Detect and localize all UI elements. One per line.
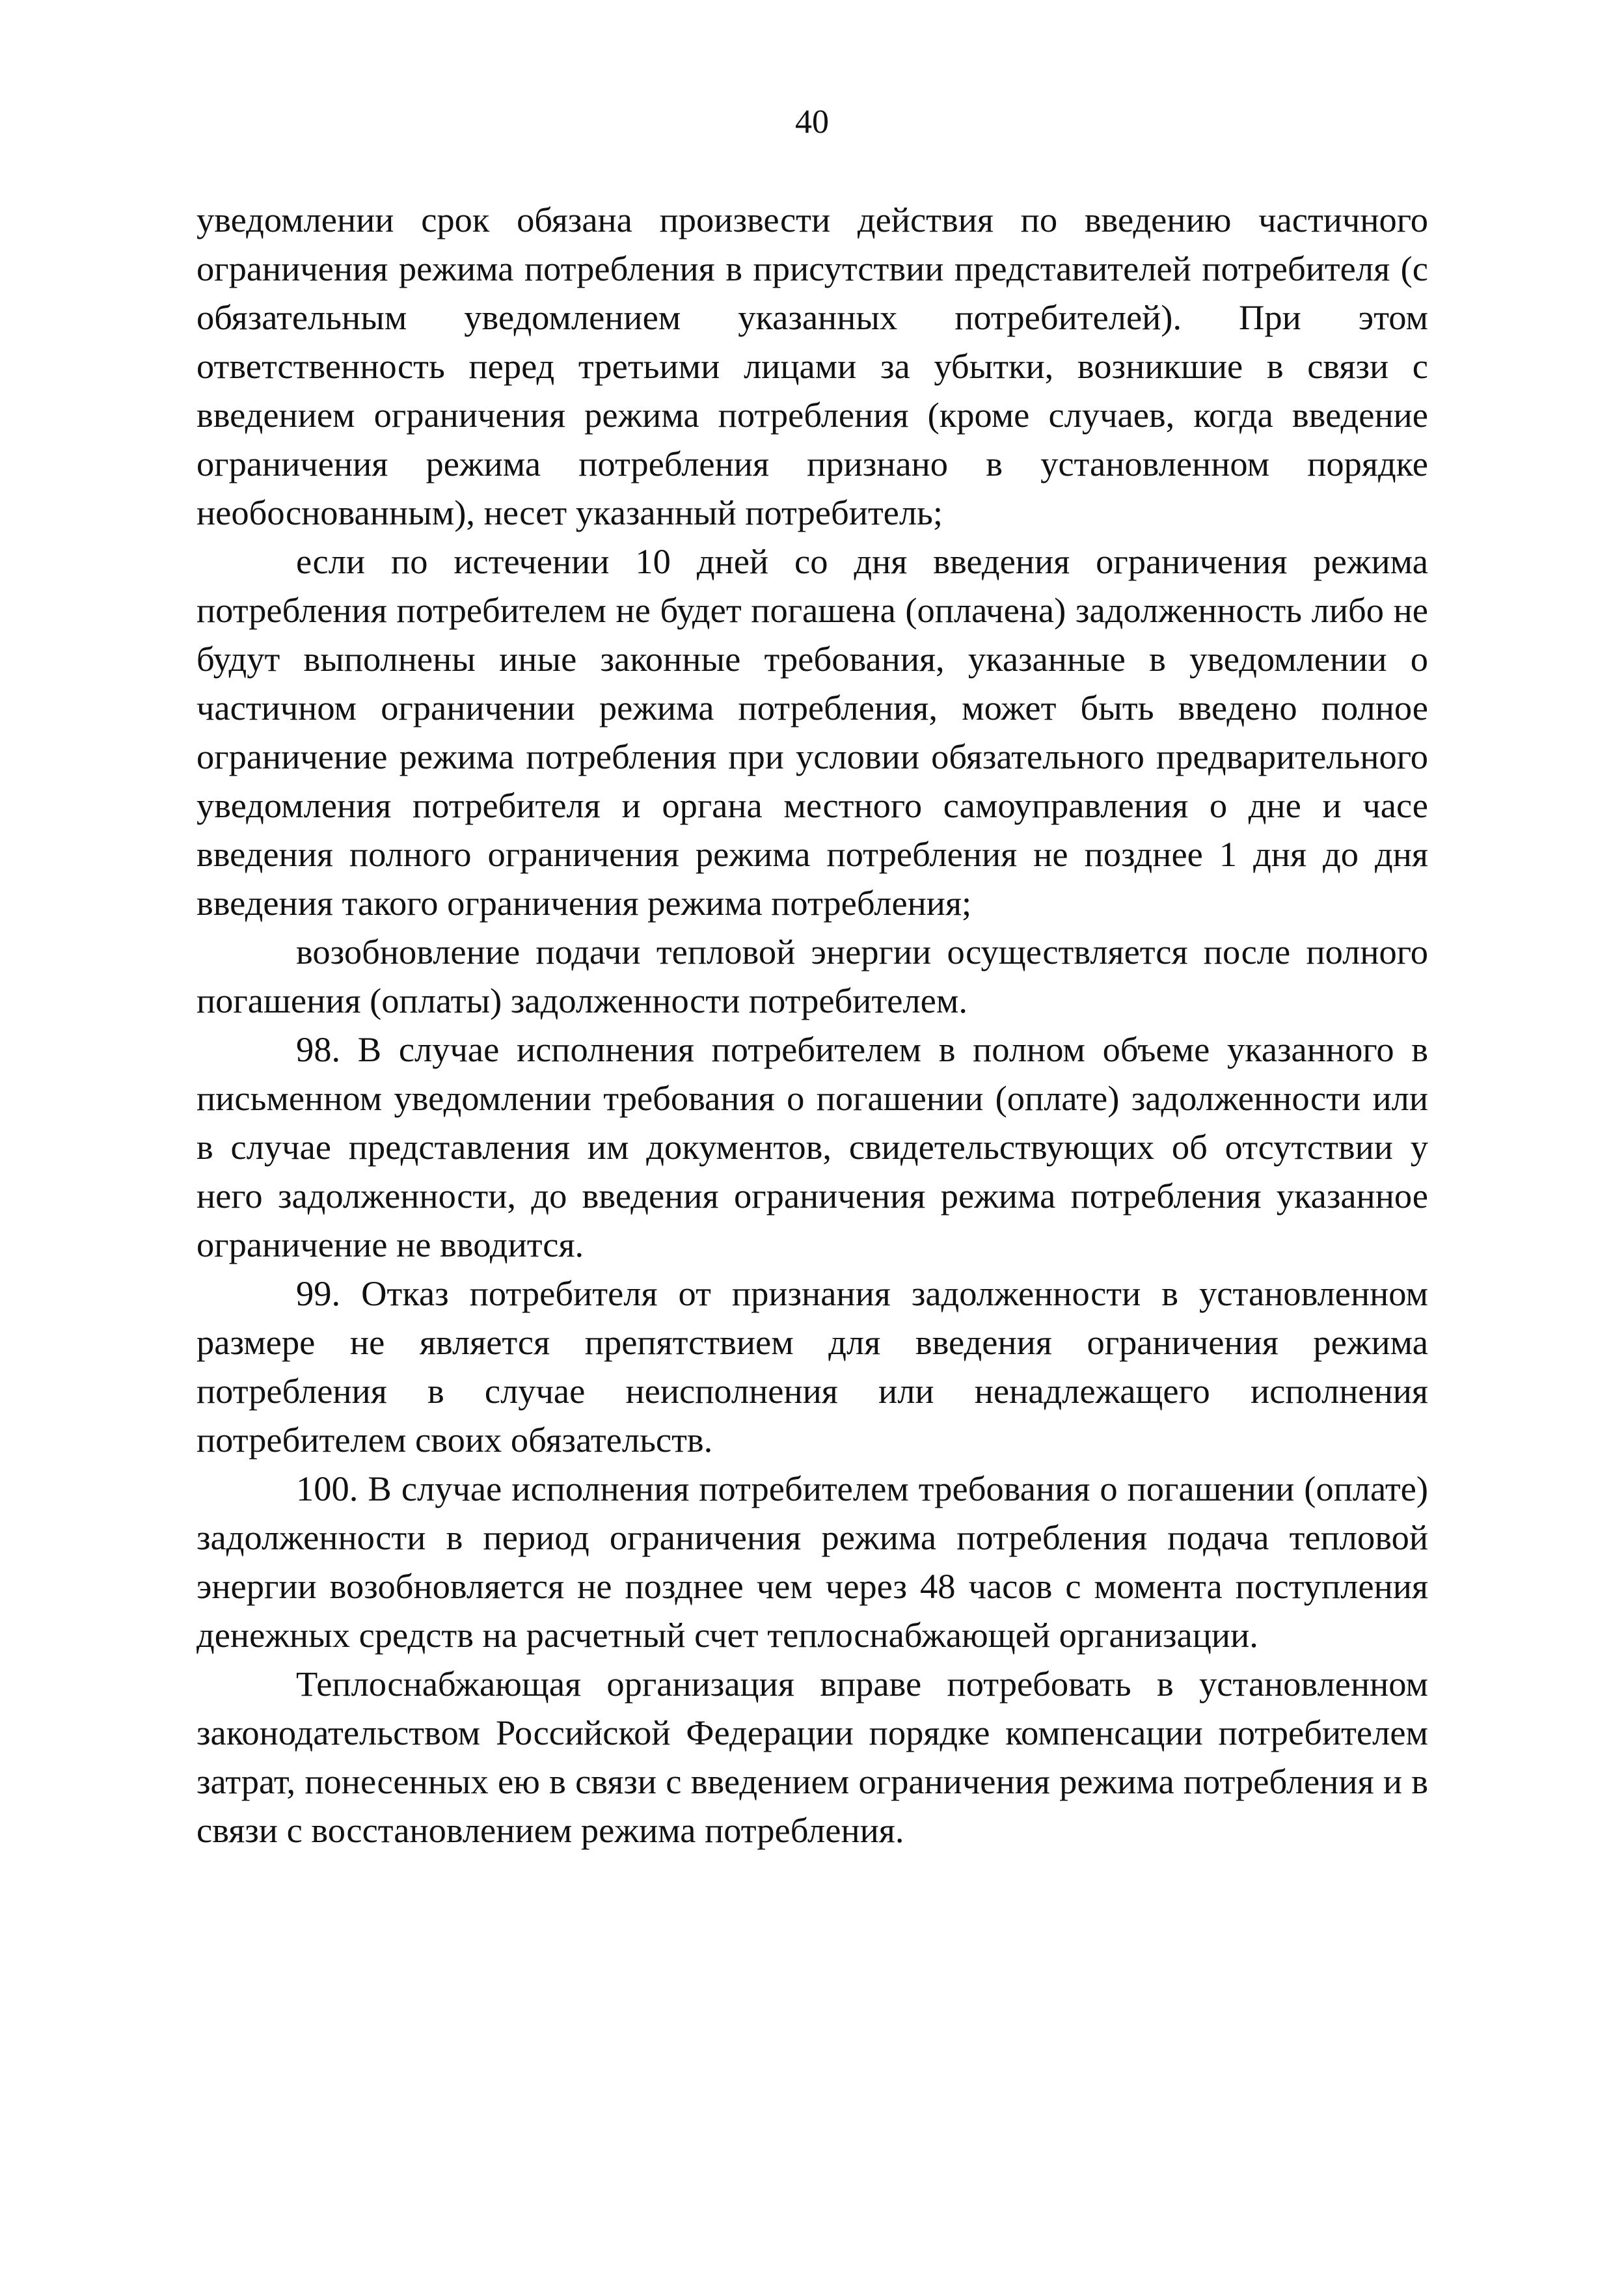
document-body [196, 195, 1428, 1854]
paragraph-continuation: уведомлении срок обязана произвести действия по введению частичного ограничения режима потребления в присутствии представителей потребителя (с обязательным уведомлением указанных потребителей). При этом ответственность перед третьими лицами за убытки, возникшие в связи с введением ограничения режима потребления (кроме случаев, когда введение ограничения режима потребления признано в установленном порядке необоснованным), несет указанный потребитель; [196, 200, 1428, 532]
page-number: 40 [795, 103, 829, 141]
paragraph-clause-100: 100. В случае исполнения потребителем требования о погашении (оплате) задолженности в период ограничения режима потребления подача тепловой энергии возобновляется не позднее чем через 48 часов с момента поступления денежных средств на расчетный счет теплоснабжающей организации. [196, 1469, 1428, 1655]
paragraph-compensation: Теплоснабжающая организация вправе потребовать в установленном законодательством Российской Федерации порядке компенсации потребителем затрат, понесенных ею в связи с введением ограничения режима потребления и в связи с восстановлением режима потребления. [196, 1664, 1428, 1850]
paragraph-resumption: возобновление подачи тепловой энергии осуществляется после полного погашения (оплаты) задолженности потребителем. [196, 932, 1428, 1020]
paragraph-full-restriction: если по истечении 10 дней со дня введения ограничения режима потребления потребителем не будет погашена (оплачена) задолженность либо не будут выполнены иные законные требования, указанные в уведомлении о частичном ограничении режима потребления, может быть введено полное ограничение режима потребления при условии обязательного предварительного уведомления потребителя и органа местного самоуправления о дне и часе введения полного ограничения режима потребления не позднее 1 дня до дня введения такого ограничения режима потребления; [196, 541, 1428, 923]
paragraph-clause-99: 99. Отказ потребителя от признания задолженности в установленном размере не является препятствием для введения ограничения режима потребления в случае неисполнения или ненадлежащего исполнения потребителем своих обязательств. [196, 1273, 1428, 1460]
paragraph-clause-98: 98. В случае исполнения потребителем в полном объеме указанного в письменном уведомлении требования о погашении (оплате) задолженности или в случае представления им документов, свидетельствующих об отсутствии у него задолженности, до введения ограничения режима потребления указанное ограничение не вводится. [196, 1029, 1428, 1264]
